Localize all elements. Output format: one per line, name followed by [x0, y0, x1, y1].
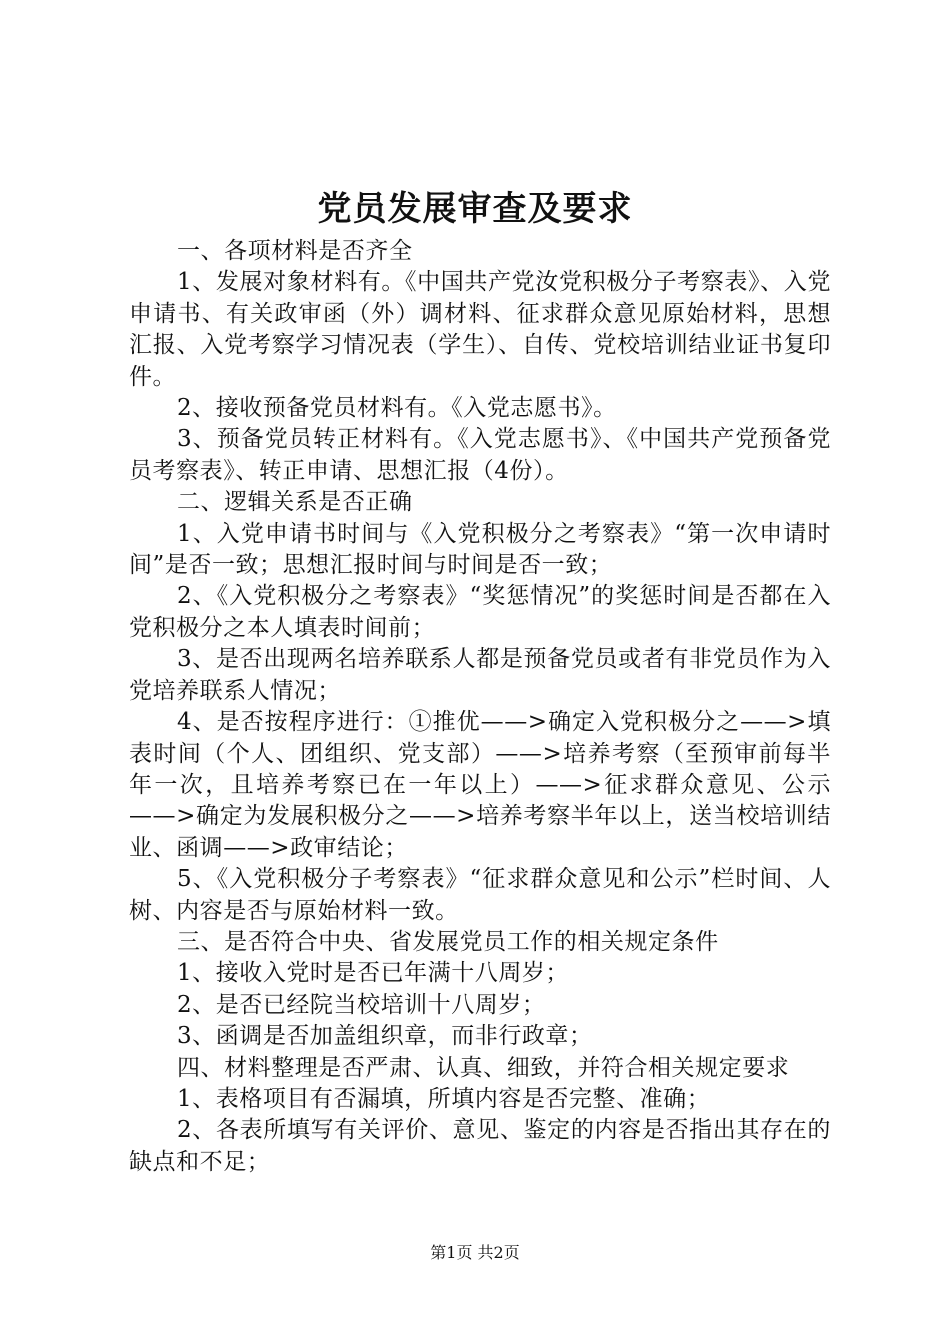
paragraph: 2、《入党积极分之考察表》“奖惩情况”的奖惩时间是否都在入党积极分之本人填表时间前； — [129, 583, 831, 641]
paragraph: 5、《入党积极分子考察表》“征求群众意见和公示”栏时间、人树、内容是否与原始材料一致。 — [129, 866, 831, 924]
paragraph: 1、接收入党时是否已年满十八周岁； — [177, 960, 569, 987]
paragraph: 4、是否按程序进行：①推优——>确定入党积极分之——>填表时间（个人、团组织、党支部）——>培养考察（至预审前每半年一次，且培养考察已在一年以上）——>征求群众意见、公示——>确定为发展积极分之——>培养考察半年以上，送当校培训结业、函调——>政审结论； — [129, 709, 831, 861]
paragraph: 2、接收预备党员材料有。《入党志愿书》。 — [177, 395, 617, 422]
paragraph: 3、是否出现两名培养联系人都是预备党员或者有非党员作为入党培养联系人情况； — [129, 646, 831, 704]
paragraph: 2、各表所填写有关评价、意见、鉴定的内容是否指出其存在的缺点和不足； — [129, 1117, 831, 1175]
paragraph: 1、入党申请书时间与《入党积极分之考察表》“第一次申请时间”是否一致；思想汇报时间与时间是否一致； — [129, 520, 831, 579]
paragraph: 1、表格项目有否漏填，所填内容是否完整、准确； — [177, 1085, 711, 1112]
paragraph: 2、是否已经院当校培训十八周岁； — [177, 991, 546, 1018]
section-heading-1: 一、各项材料是否齐全 — [177, 238, 413, 264]
paragraph: 3、函调是否加盖组织章，而非行政章； — [177, 1023, 593, 1050]
page-number-footer: 第1页 共2页 — [430, 1243, 520, 1262]
section-heading-3: 三、是否符合中央、省发展党员工作的相关规定条件 — [177, 928, 719, 955]
page-title: 党员发展审查及要求 — [317, 189, 633, 229]
section-heading-4: 四、材料整理是否严肃、认真、细致，并符合相关规定要求 — [177, 1054, 790, 1081]
section-heading-2: 二、逻辑关系是否正确 — [177, 489, 413, 516]
paragraph: 3、预备党员转正材料有。《入党志愿书》、《中国共产党预备党员考察表》、转正申请、思想汇报（4份）。 — [129, 426, 831, 484]
paragraph: 1、发展对象材料有。《中国共产党汝党积极分子考察表》、入党申请书、有关政审函（外）调材料、征求群众意见原始材料，思想汇报、入党考察学习情况表（学生）、自传、党校培训结业证书复印件。 — [129, 269, 831, 390]
document-body — [129, 236, 831, 1178]
